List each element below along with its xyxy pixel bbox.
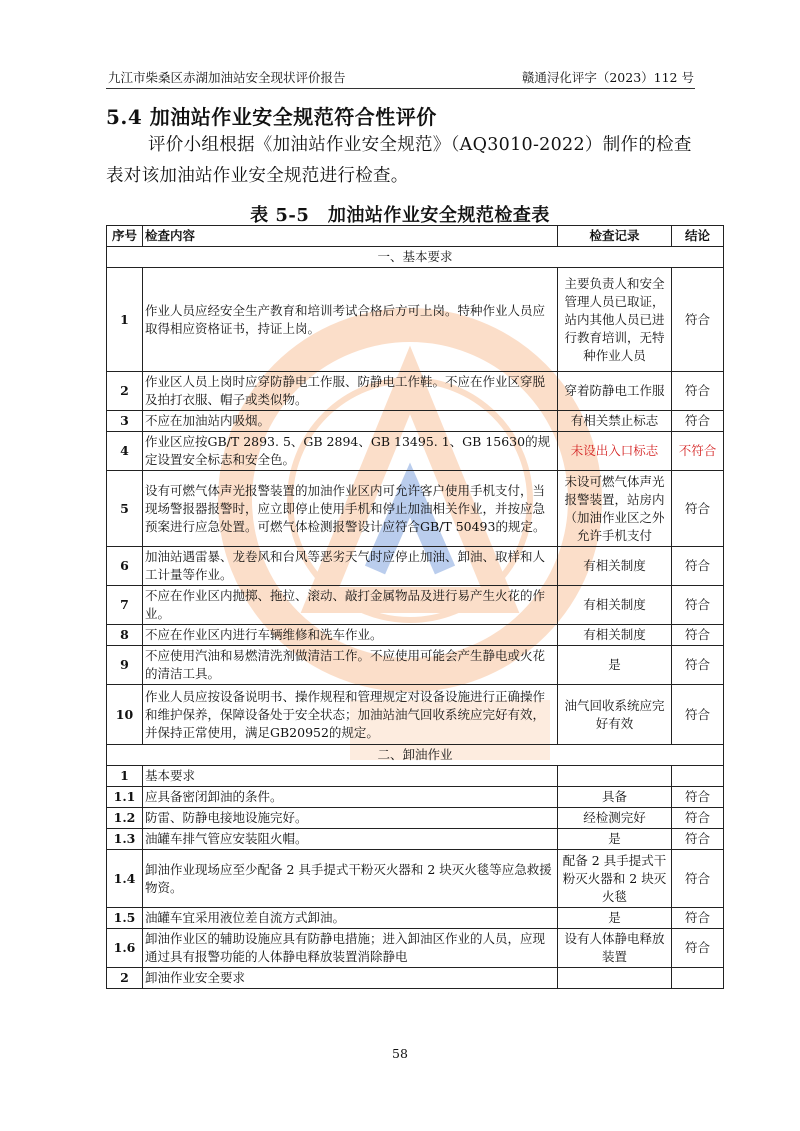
table-row	[107, 432, 724, 471]
section-heading: 一、基本要求	[107, 247, 724, 268]
row-number: 10	[107, 685, 143, 745]
check-content: 作业区人员上岗时应穿防静电工作服、防静电工作鞋。不应在作业区穿脱及拍打衣服、帽子或类似物。	[143, 372, 558, 411]
check-record: 穿着防静电工作服	[558, 372, 672, 411]
table-row	[107, 586, 724, 625]
intro-paragraph: 评价小组根据《加油站作业安全规范》（AQ3010-2022）制作的检查表对该加油站作业安全规范进行检查。	[106, 135, 692, 186]
check-conclusion: 符合	[672, 625, 724, 646]
row-number: 1.3	[107, 829, 143, 850]
check-record: 具备	[558, 787, 672, 808]
check-content: 油罐车排气管应安装阻火帽。	[143, 829, 558, 850]
table-row	[107, 268, 724, 372]
table-row	[107, 547, 724, 586]
row-number: 9	[107, 646, 143, 685]
check-content: 作业区应按GB/T 2893. 5、GB 2894、GB 13495. 1、GB 15630的规定设置安全标志和安全色。	[143, 432, 558, 471]
check-record: 是	[558, 829, 672, 850]
check-conclusion: 符合	[672, 829, 724, 850]
check-content: 加油站遇雷暴、龙卷风和台风等恶劣天气时应停止加油、卸油、取样和人工计量等作业。	[143, 547, 558, 586]
table-row	[107, 372, 724, 411]
check-content: 设有可燃气体声光报警装置的加油作业区内可允许客户使用手机支付，当现场警报器报警时，应立即停止使用手机和停止加油相关作业，并按应急预案进行应急处置。可燃气体检测报警设计应符合GB/T 50493的规定。	[143, 471, 558, 547]
row-number: 5	[107, 471, 143, 547]
col-no-header: 序号	[107, 226, 143, 247]
table-row	[107, 850, 724, 908]
check-conclusion: 符合	[672, 850, 724, 908]
row-number: 1.2	[107, 808, 143, 829]
check-content: 防雷、防静电接地设施完好。	[143, 808, 558, 829]
check-content: 作业人员应经安全生产教育和培训考试合格后方可上岗。特种作业人员应取得相应资格证书，持证上岗。	[143, 268, 558, 372]
check-conclusion: 符合	[672, 268, 724, 372]
table-header-row	[107, 226, 724, 247]
check-conclusion: 符合	[672, 929, 724, 968]
row-number: 4	[107, 432, 143, 471]
table-row	[107, 471, 724, 547]
check-record: 是	[558, 646, 672, 685]
check-conclusion: 符合	[672, 372, 724, 411]
table-row	[107, 625, 724, 646]
table-row	[107, 829, 724, 850]
check-conclusion	[672, 766, 724, 787]
check-conclusion: 符合	[672, 586, 724, 625]
inspection-table	[106, 225, 724, 989]
check-content: 不应在加油站内吸烟。	[143, 411, 558, 432]
row-number: 1	[107, 268, 143, 372]
check-record	[558, 766, 672, 787]
header-report-number: 赣通浔化评字（2023）112 号	[521, 70, 694, 85]
section-row-unloading	[107, 745, 724, 766]
check-record: 未设可燃气体声光报警装置，站房内（加油作业区之外允许手机支付	[558, 471, 672, 547]
table-row	[107, 968, 724, 989]
row-number: 1	[107, 766, 143, 787]
row-number: 2	[107, 968, 143, 989]
table-row	[107, 808, 724, 829]
table-row	[107, 685, 724, 745]
check-record: 是	[558, 908, 672, 929]
section-title: 5.4 加油站作业安全规范符合性评价	[106, 105, 437, 129]
check-content: 油罐车宜采用液位差自流方式卸油。	[143, 908, 558, 929]
check-record: 配备 2 具手提式干粉灭火器和 2 块灭火毯	[558, 850, 672, 908]
check-record: 有相关制度	[558, 586, 672, 625]
row-number: 1.4	[107, 850, 143, 908]
row-number: 1.5	[107, 908, 143, 929]
check-record	[558, 968, 672, 989]
check-content: 卸油作业现场应至少配备 2 具手提式干粉灭火器和 2 块灭火毯等应急救援物资。	[143, 850, 558, 908]
check-conclusion: 不符合	[672, 432, 724, 471]
check-conclusion: 符合	[672, 471, 724, 547]
table-title: 表 5-5 加油站作业安全规范检查表	[250, 205, 550, 226]
row-number: 7	[107, 586, 143, 625]
check-conclusion: 符合	[672, 787, 724, 808]
check-content: 不应在作业区内抛掷、拖拉、滚动、敲打金属物品及进行易产生火花的作业。	[143, 586, 558, 625]
check-conclusion: 符合	[672, 685, 724, 745]
check-conclusion: 符合	[672, 547, 724, 586]
check-record: 有相关制度	[558, 625, 672, 646]
check-content: 卸油作业区的辅助设施应具有防静电措施；进入卸油区作业的人员，应现通过具有报警功能的人体静电释放装置消除静电	[143, 929, 558, 968]
check-record: 油气回收系统应完好有效	[558, 685, 672, 745]
table-row	[107, 929, 724, 968]
check-content: 基本要求	[143, 766, 558, 787]
col-content-header: 检查内容	[143, 226, 558, 247]
col-conclusion-header: 结论	[672, 226, 724, 247]
check-content: 作业人员应按设备说明书、操作规程和管理规定对设备设施进行正确操作和维护保养，保障设备处于安全状态；加油站油气回收系统应完好有效，并保持正常使用，满足GB20952的规定。	[143, 685, 558, 745]
row-number: 3	[107, 411, 143, 432]
header-divider	[106, 88, 695, 89]
col-record-header: 检查记录	[558, 226, 672, 247]
row-number: 1.6	[107, 929, 143, 968]
row-number: 1.1	[107, 787, 143, 808]
table-row	[107, 787, 724, 808]
table-row	[107, 411, 724, 432]
row-number: 2	[107, 372, 143, 411]
header-report-title: 九江市柴桑区赤湖加油站安全现状评价报告	[108, 70, 346, 85]
check-record: 经检测完好	[558, 808, 672, 829]
check-record: 未设出入口标志	[558, 432, 672, 471]
check-conclusion: 符合	[672, 646, 724, 685]
section-heading: 二、卸油作业	[107, 745, 724, 766]
check-content: 卸油作业安全要求	[143, 968, 558, 989]
check-conclusion: 符合	[672, 808, 724, 829]
section-row-basic	[107, 247, 724, 268]
check-content: 不应在作业区内进行车辆维修和洗车作业。	[143, 625, 558, 646]
check-content: 应具备密闭卸油的条件。	[143, 787, 558, 808]
row-number: 8	[107, 625, 143, 646]
table-row	[107, 766, 724, 787]
check-record: 有相关制度	[558, 547, 672, 586]
row-number: 6	[107, 547, 143, 586]
check-record: 主要负责人和安全管理人员已取证，站内其他人员已进行教育培训，无特种作业人员	[558, 268, 672, 372]
check-conclusion	[672, 968, 724, 989]
check-record: 有相关禁止标志	[558, 411, 672, 432]
page-number: 58	[392, 1046, 408, 1061]
check-conclusion: 符合	[672, 908, 724, 929]
check-record: 设有人体静电释放装置	[558, 929, 672, 968]
table-row	[107, 646, 724, 685]
check-content: 不应使用汽油和易燃清洗剂做清洁工作。不应使用可能会产生静电或火花的清洁工具。	[143, 646, 558, 685]
table-row	[107, 908, 724, 929]
check-conclusion: 符合	[672, 411, 724, 432]
